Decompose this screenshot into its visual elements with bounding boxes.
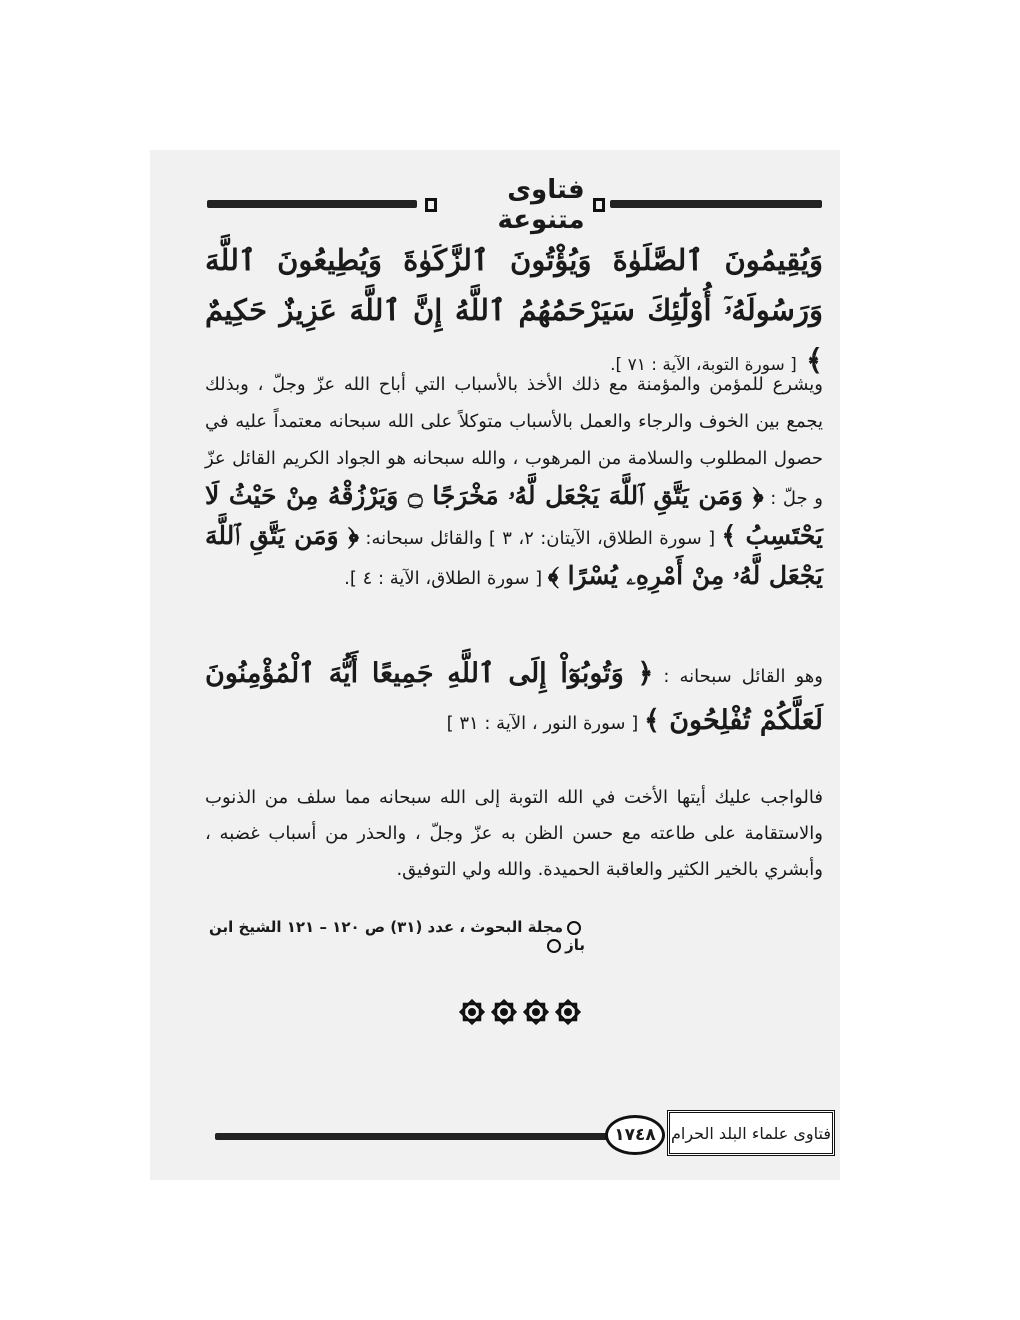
circle-bullet-icon bbox=[567, 921, 581, 935]
footer-book-title: فتاوى علماء البلد الحرام bbox=[667, 1110, 835, 1156]
paragraph-repentance-verse bbox=[205, 652, 823, 746]
circle-bullet-icon bbox=[547, 939, 561, 953]
ornament-divider bbox=[458, 998, 582, 1038]
header-rule-left bbox=[207, 200, 417, 208]
square-bullet-icon bbox=[425, 198, 437, 212]
header-rule-right bbox=[610, 200, 822, 208]
page-number: ١٧٤٨ bbox=[605, 1115, 665, 1155]
square-bullet-icon bbox=[593, 198, 605, 212]
verse-reference: [ سورة النور ، الآية : ٣١ ] bbox=[446, 713, 639, 734]
paragraph-conclusion bbox=[205, 780, 823, 888]
verse-reference: [ سورة الطلاق، الآيتان: ٢، ٣ ] bbox=[488, 528, 716, 549]
star-ornament-icon bbox=[490, 998, 518, 1026]
quran-quote: ﴿ وَتُوبُوٓاْ إِلَى ٱللَّهِ جَمِيعًا أَيُّهَ ٱلْمُؤْمِنُونَ لَعَلَّكُمْ تُفْلِحُونَ ﴾ bbox=[205, 658, 823, 736]
star-ornament-icon bbox=[458, 998, 486, 1026]
paragraph-text: فالواجب عليك أيتها الأخت في الله التوبة إلى الله سبحانه مما سلف من الذنوب والاستقامة على طاعته مع حسن الظن به عزّ وجلّ ، والحذر من أسباب غضبه ، وأبشري بالخير الكثير والعاقبة الحميدة. والله ولي التوفيق. bbox=[205, 787, 823, 880]
source-citation bbox=[205, 918, 585, 954]
quran-quote: ﴿ وَمَن يَتَّقِ ٱللَّهَ يَجْعَل لَّهُۥ مِنْ أَمْرِهِۦ يُسْرًا ﴾ bbox=[205, 521, 823, 590]
verse-reference: [ سورة التوبة، الآية : ٧١ ]. bbox=[610, 355, 797, 375]
paragraph-text: وهو القائل سبحانه : bbox=[663, 666, 823, 687]
footer-rule bbox=[215, 1133, 615, 1140]
page-header bbox=[425, 175, 605, 235]
verse-reference: [ سورة الطلاق، الآية : ٤ ]. bbox=[344, 568, 543, 589]
star-ornament-icon bbox=[554, 998, 582, 1026]
star-ornament-icon bbox=[522, 998, 550, 1026]
quran-quote: ﴿ وَمَن يَتَّقِ ٱللَّهَ يَجْعَل لَّهُۥ مَخْرَجًا ۝ وَيَرْزُقْهُ مِنْ حَيْثُ لَا يَحْتَسِبُ ﴾ bbox=[205, 481, 823, 550]
paragraph-means bbox=[205, 366, 823, 597]
paragraph-text: ويشرع للمؤمن والمؤمنة مع ذلك الأخذ بالأسباب التي أباح الله عزّ وجلّ ، وبذلك يجمع بين الخوف والرجاء والعمل بالأسباب متوكلاً على الله سبحانه معتمداً عليه في حصول المطلوب والسلامة من المرهوب ، والله سبحانه هو الجواد الكريم القائل عزّ و جلّ : bbox=[205, 374, 823, 509]
paragraph-text: والقائل سبحانه: bbox=[365, 528, 483, 549]
verse-text: وَيُقِيمُونَ ٱلصَّلَوٰةَ وَيُؤْتُونَ ٱلزَّكَوٰةَ وَيُطِيعُونَ ٱللَّهَ وَرَسُولَهُۥٓ أُوْلَٰٓئِكَ سَيَرْحَمُهُمُ ٱللَّهُ إِنَّ ٱللَّهَ عَزِيزٌ حَكِيمٌ ﴾ bbox=[205, 243, 823, 377]
source-text: مجلة البحوث ، عدد (٣١) ص ١٢٠ – ١٢١ الشيخ ابن باز bbox=[209, 918, 585, 954]
header-title: فتاوى متنوعة bbox=[497, 175, 585, 235]
